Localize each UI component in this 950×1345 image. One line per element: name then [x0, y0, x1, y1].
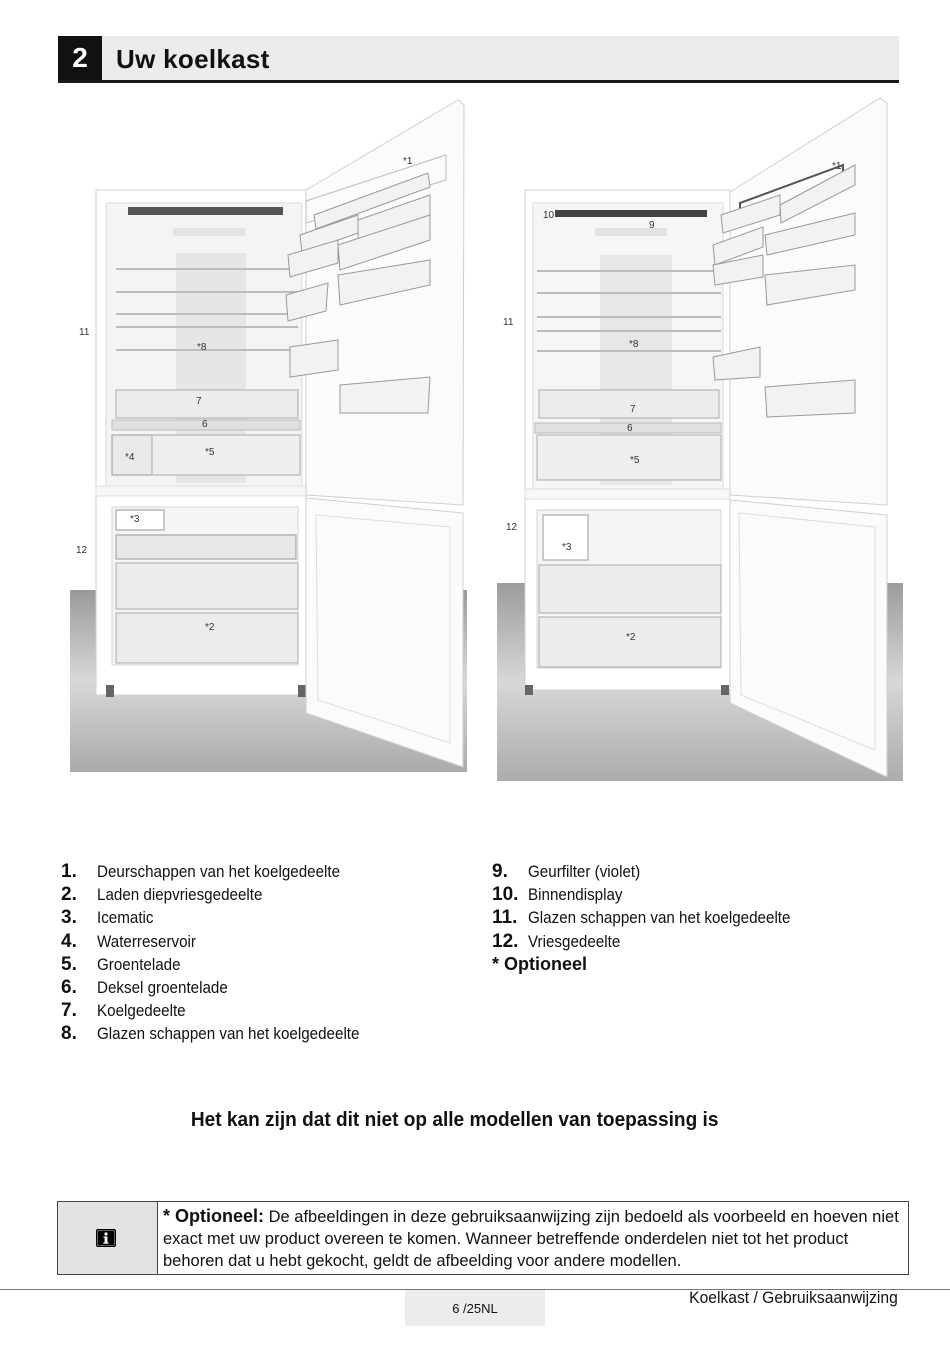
parts-list-left — [61, 860, 382, 1046]
info-box — [57, 1201, 909, 1275]
callout-1: *1 — [832, 161, 842, 172]
list-item: 1. Deurschappen van het koelgedeelte — [61, 861, 341, 882]
callout-8: *8 — [629, 339, 639, 350]
callout-7: 7 — [196, 396, 202, 407]
list-item: 2. Laden diepvriesgedeelte — [61, 884, 263, 906]
callout-6: 6 — [627, 423, 633, 434]
callout-12: 12 — [506, 522, 518, 533]
page-number: 6 /25NL — [405, 1290, 545, 1326]
callout-5: *5 — [630, 455, 640, 466]
callout-2: *2 — [626, 632, 636, 643]
callout-2: *2 — [205, 622, 215, 633]
callout-3: *3 — [130, 514, 140, 525]
list-item: 12. Vriesgedeelte — [492, 930, 621, 952]
section-number: 2 — [58, 36, 102, 80]
list-item: 8. Glazen schappen van het koelgedeelte — [61, 1023, 360, 1045]
callout-3: *3 — [562, 542, 572, 553]
callout-1: *1 — [403, 156, 413, 167]
list-item: 4. Waterreservoir — [61, 930, 196, 952]
notice-heading: Het kan zijn dat dit niet op alle modellen van toepassing is — [191, 1108, 719, 1131]
callout-7: 7 — [630, 404, 636, 415]
fridge-figure-left — [68, 95, 468, 775]
callout-10: 10 — [543, 210, 555, 221]
list-item: 6. Deksel groentelade — [61, 976, 228, 998]
info-text: * Optioneel: De afbeeldingen in deze gebruiksaanwijzing zijn bedoeld als voorbeeld en hoeven niet exact met uw product overeen te komen. Wanneer betreffende onderdelen niet tot het product behoren dat u hebt gekocht, geldt de afbeelding voor andere modellen. — [163, 1206, 899, 1270]
callout-8: *8 — [197, 342, 207, 353]
parts-list-right — [492, 860, 813, 976]
callout-6: 6 — [202, 419, 208, 430]
callout-12: 12 — [76, 545, 88, 556]
callout-11: 11 — [79, 327, 90, 338]
section-title: Uw koelkast — [116, 44, 270, 74]
info-icon — [96, 1229, 116, 1247]
fridge-figure-right — [495, 95, 905, 785]
list-item: 7. Koelgedeelte — [61, 1000, 186, 1022]
list-item: 5. Groentelade — [61, 953, 181, 975]
info-icon-cell — [58, 1202, 158, 1274]
callout-4: *4 — [125, 452, 135, 463]
callout-5: *5 — [205, 447, 215, 458]
list-item: 11. Glazen schappen van het koelgedeelte — [492, 907, 791, 929]
callout-11: 11 — [503, 317, 514, 328]
section-header — [58, 36, 899, 83]
list-item: 3. Icematic — [61, 907, 154, 929]
document-title: Koelkast / Gebruiksaanwijzing — [689, 1288, 898, 1307]
optional-note: * Optioneel — [492, 953, 588, 974]
callout-9: 9 — [649, 220, 655, 231]
list-item: 9. Geurfilter (violet) — [492, 861, 641, 882]
list-item: 10. Binnendisplay — [492, 884, 623, 906]
